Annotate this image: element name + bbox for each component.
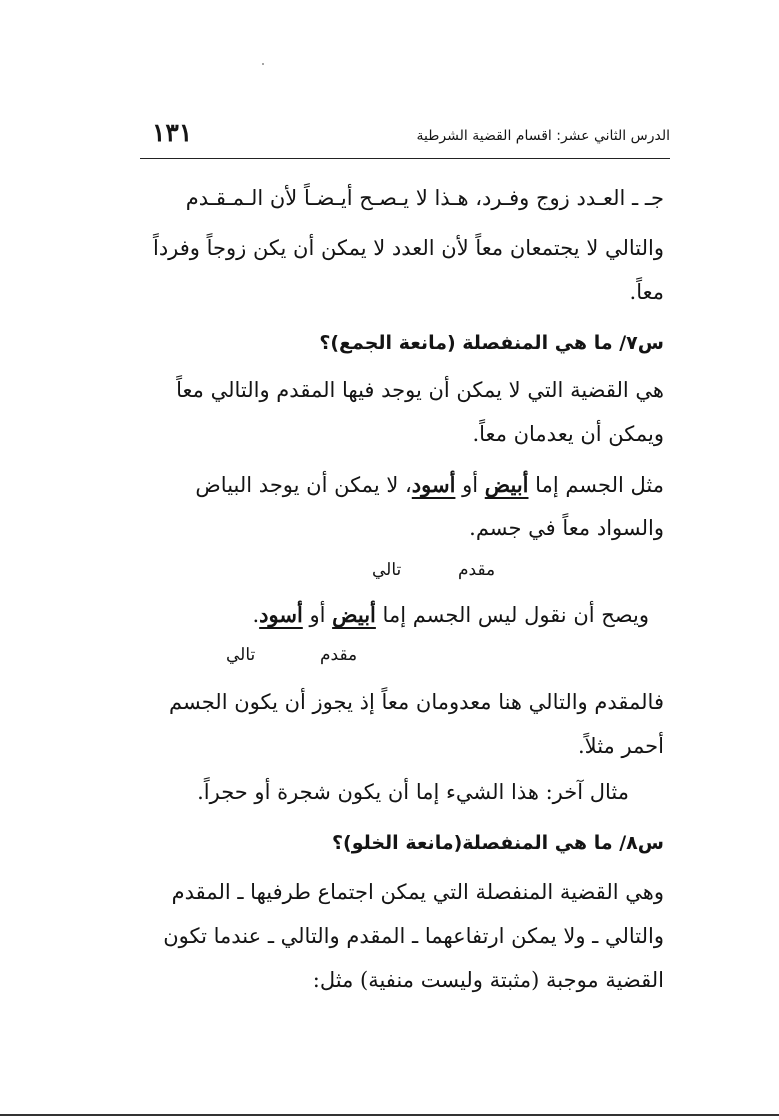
paragraph-line: هي القضية التي لا يمكن أن يوجد فيها المقدم والتالي معاً	[176, 378, 664, 402]
page-number: ١٣١	[152, 118, 193, 147]
example-line	[252, 602, 649, 627]
example-text: مثل الجسم إما	[528, 473, 664, 497]
example-text: ، لا يمكن أن يوجد البياض	[195, 473, 412, 497]
paragraph-line: والسواد معاً في جسم.	[469, 516, 664, 540]
paragraph-line: فالمقدم والتالي هنا معدومان معاً إذ يجوز أن يكون الجسم	[169, 690, 664, 714]
example-text: أو	[302, 603, 333, 627]
example-text: ويصح أن نقول ليس الجسم إما	[375, 603, 649, 627]
example-line: مثال آخر: هذا الشيء إما أن يكون شجرة أو حجراً.	[197, 780, 629, 804]
question-heading-7: س٧/ ما هي المنفصلة (مانعة الجمع)؟	[319, 332, 664, 354]
paragraph-line: وهي القضية المنفصلة التي يمكن اجتماع طرفيها ـ المقدم	[171, 880, 664, 904]
paragraph-line: جـ ـ العـدد زوج وفـرد، هـذا لا يـصـح أيـضـاً لأن الـمـقـدم	[185, 186, 664, 210]
example-text: .	[252, 603, 260, 627]
label-tali: تالي	[372, 560, 402, 580]
underlined-word: أبيض	[332, 602, 376, 627]
example-line	[195, 472, 664, 497]
running-title: الدرس الثاني عشر: اقسام القضية الشرطية	[416, 128, 670, 144]
underlined-word: أسود	[259, 602, 303, 627]
label-muqaddam: مقدم	[320, 645, 358, 665]
paragraph-line: والتالي ـ ولا يمكن ارتفاعهما ـ المقدم والتالي ـ عندما تكون	[163, 924, 664, 948]
underlined-word: أبيض	[484, 472, 529, 497]
paragraph-line: أحمر مثلاً.	[577, 734, 664, 758]
example-text: أو	[455, 473, 485, 497]
underlined-word: أسود	[411, 472, 456, 497]
paragraph-line: ويمكن أن يعدمان معاً.	[472, 422, 664, 446]
scan-speck	[262, 63, 264, 65]
question-heading-8: س٨/ ما هي المنفصلة(مانعة الخلو)؟	[331, 832, 664, 854]
paragraph-line: القضية موجبة (مثبتة وليست منفية) مثل:	[312, 968, 664, 992]
label-muqaddam: مقدم	[458, 560, 496, 580]
label-tali: تالي	[226, 645, 256, 665]
page-header	[140, 118, 670, 159]
paragraph-line: معاً.	[629, 280, 664, 304]
bottom-scan-edge	[0, 1114, 779, 1116]
paragraph-line: والتالي لا يجتمعان معاً لأن العدد لا يمكن أن يكن زوجاً وفرداً	[152, 236, 664, 260]
